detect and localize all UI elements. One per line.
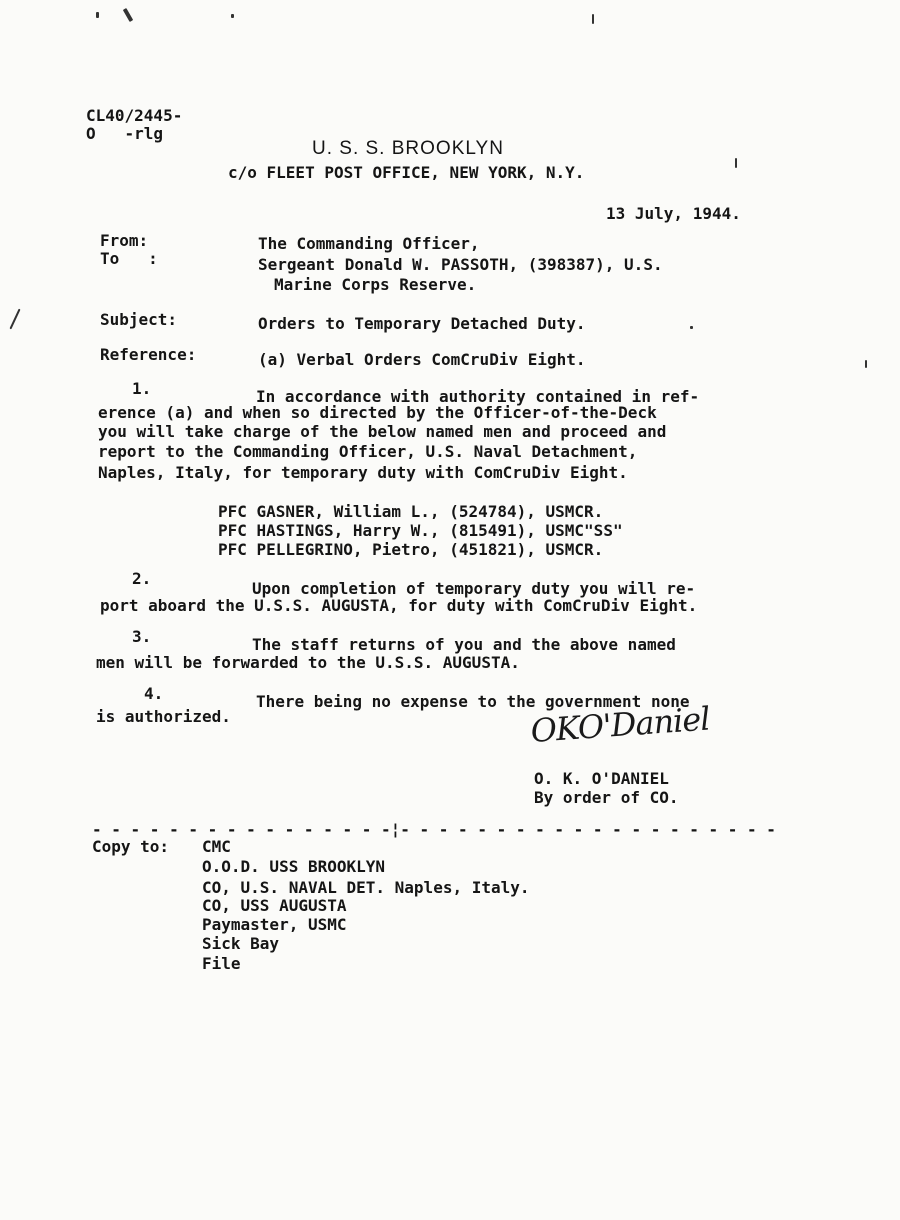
copy-recipient: Paymaster, USMC — [202, 915, 347, 934]
copy-recipient: CO, USS AUGUSTA — [202, 896, 347, 915]
copy-recipient: CO, U.S. NAVAL DET. Naples, Italy. — [202, 878, 530, 897]
assigned-man: PFC GASNER, William L., (524784), USMCR. — [218, 502, 604, 521]
paragraph-4-first-line: There being no expense to the government none — [256, 692, 690, 711]
by-order-line: By order of CO. — [534, 788, 679, 807]
ship-address: c/o FLEET POST OFFICE, NEW YORK, N.Y. — [228, 163, 585, 182]
scan-speck — [123, 8, 133, 22]
scan-speck — [690, 326, 693, 329]
assigned-man: PFC HASTINGS, Harry W., (815491), USMC"SS" — [218, 521, 623, 540]
signatory-name: O. K. O'DANIEL — [534, 769, 669, 788]
copy-recipient: O.O.D. USS BROOKLYN — [202, 857, 386, 876]
separator-line: - - - - - - - - - - - - - - - -¦- - - - - - - - - - - - - - - - - - - - — [92, 820, 776, 839]
scan-speck — [865, 360, 867, 368]
ship-name: U. S. S. BROOKLYN — [312, 138, 504, 159]
paragraph-2-number: 2. — [132, 569, 152, 588]
paragraph-1-line: erence (a) and when so directed by the Officer-of-the-Deck — [98, 403, 657, 422]
reference-label: Reference: — [100, 345, 197, 364]
paragraph-4-line: is authorized. — [96, 707, 231, 726]
scan-speck — [735, 158, 737, 168]
file-reference: CL40/2445- — [86, 106, 183, 125]
copy-recipient: Sick Bay — [202, 934, 280, 953]
paragraph-1-first-line: In accordance with authority contained in ref- — [256, 387, 700, 406]
handwritten-signature: OKO'Daniel — [529, 699, 711, 750]
to-label: To : — [100, 249, 158, 268]
copy-recipient: File — [202, 954, 241, 973]
paragraph-1-number: 1. — [132, 379, 152, 398]
paragraph-1-line: you will take charge of the below named men and proceed and — [98, 422, 667, 441]
from-value: The Commanding Officer, — [258, 234, 480, 253]
paragraph-3-first-line: The staff returns of you and the above named — [252, 635, 676, 654]
copy-recipient: CMC — [202, 837, 231, 856]
from-label: From: — [100, 231, 149, 250]
scan-speck — [231, 14, 234, 18]
scan-speck — [9, 309, 20, 330]
to-value-line1: Sergeant Donald W. PASSOTH, (398387), U.S. — [258, 255, 663, 274]
letter-date: 13 July, 1944. — [606, 204, 741, 223]
subject-label: Subject: — [100, 310, 178, 329]
subject-value: Orders to Temporary Detached Duty. — [258, 314, 586, 333]
copy-to-label: Copy to: — [92, 837, 170, 856]
paragraph-3-line: men will be forwarded to the U.S.S. AUGUSTA. — [96, 653, 520, 672]
paragraph-2-line: port aboard the U.S.S. AUGUSTA, for duty with ComCruDiv Eight. — [100, 596, 698, 615]
paragraph-1-line: Naples, Italy, for temporary duty with ComCruDiv Eight. — [98, 463, 628, 482]
file-initials: O -rlg — [86, 124, 164, 143]
paragraph-2-first-line: Upon completion of temporary duty you will re- — [252, 579, 696, 598]
paragraph-3-number: 3. — [132, 627, 152, 646]
assigned-man: PFC PELLEGRINO, Pietro, (451821), USMCR. — [218, 540, 604, 559]
scan-speck — [592, 14, 594, 24]
to-value-line2: Marine Corps Reserve. — [274, 275, 477, 294]
scan-speck — [96, 12, 99, 18]
paragraph-1-line: report to the Commanding Officer, U.S. Naval Detachment, — [98, 442, 638, 461]
reference-value: (a) Verbal Orders ComCruDiv Eight. — [258, 350, 586, 369]
paragraph-4-number: 4. — [144, 684, 164, 703]
